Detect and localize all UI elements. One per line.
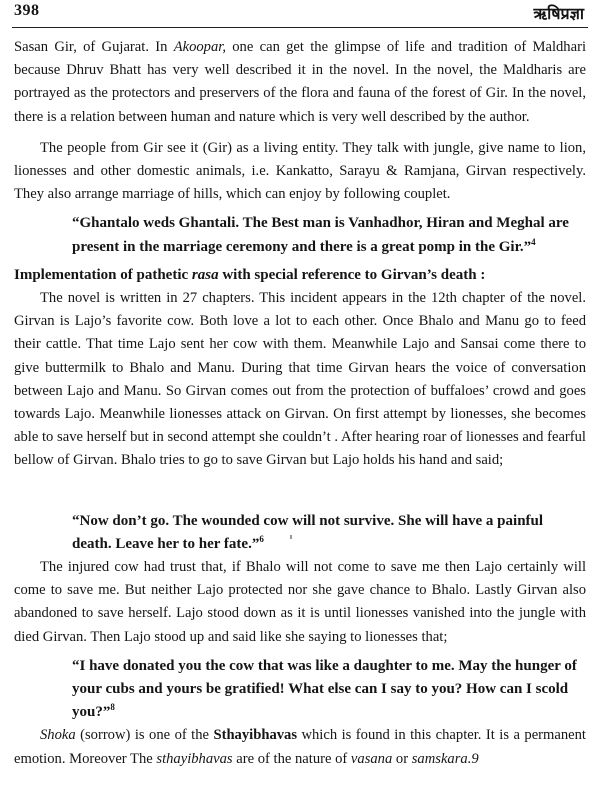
paragraph-shoka: Shoka (sorrow) is one of the Sthayibhavas which is found in this chapter. It is a permanent emotion. Moreover The sthayibhavas are of the nature of vasana or samskara.9 bbox=[14, 727, 586, 767]
section-heading: Implementation of pathetic rasa with special reference to Girvan’s death : bbox=[14, 266, 486, 283]
page-body bbox=[14, 36, 586, 771]
quote-donated: “I have donated you the cow that was like a daughter to me. May the hunger of your cubs and yours be gratified! What else can I say to you? How can I scold you?”$^8$ bbox=[72, 657, 577, 721]
paragraph-incident: The novel is written in 27 chapters. This incident appears in the 12th chapter of the novel. Girvan is Lajo’s favorite cow. Both love a lot to each other. Once Bhalo and Manu go to feed their cattle. That time Lajo sent her cow with them. Meanwhile Lajo and Sansai come there to give buttermilk to Bhalo and Manu. During that time Girvan hears the voice of conversation between Lajo and Manu. So Girvan comes out from the protection of buffaloes’ crowd and goes towards Lajo. Meanwhile lionesses attack on Girvan. On first attempt by lionesses, she becomes able to save herself but in second attempt she couldn’t . After hearing roar of lionesses and fearful bellow of Girvan. Bhalo tries to go to save Girvan but Lajo holds his hand and said; bbox=[14, 290, 586, 469]
blank-space bbox=[14, 473, 586, 504]
header-rule bbox=[12, 27, 588, 28]
quote-couplet: “Ghantalo weds Ghantali. The Best man is Vanhadhor, Hiran and Meghal are present in the marriage ceremony and there is a great pomp in the Gir.”$^4$ bbox=[72, 215, 569, 255]
print-speck bbox=[290, 535, 292, 539]
page-header bbox=[12, 2, 588, 24]
page-number: 398 bbox=[14, 2, 40, 19]
paragraph-intro: Sasan Gir, of Gujarat. In Akoopar, one can get the glimpse of life and tradition of Maldhari because Dhruv Bhatt has very well described it in the novel. In the novel, the Maldharis are portrayed as the protectors and preservers of the flora and fauna of the forest of Gir. In the novel, there is a relation between human and nature which is very well described by the author. bbox=[14, 39, 586, 125]
running-title: ऋषिप्रज्ञा bbox=[533, 4, 584, 23]
quote-dont-go: “Now don’t go. The wounded cow will not survive. She will have a painful death. Leave her to her fate.”$^6$ bbox=[72, 512, 544, 552]
paragraph-injured-cow: The injured cow had trust that, if Bhalo will not come to save me then Lajo certainly will come to save me. But neither Lajo protected nor she gave chance to Bhalo. Lastly Girvan also abandoned to save herself. Lajo stood down as it is until lionesses vanished into the jungle with died Girvan. Then Lajo stood up and said like she saying to lionesses that; bbox=[14, 559, 586, 645]
paragraph-gir: The people from Gir see it (Gir) as a living entity. They talk with jungle, give name to lion, lionesses and other domestic animals, i.e. Kankatto, Sarayu & Ramjana, Girvan respectively. They also arrange marriage of hills, which can enjoy by following couplet. bbox=[14, 139, 586, 203]
